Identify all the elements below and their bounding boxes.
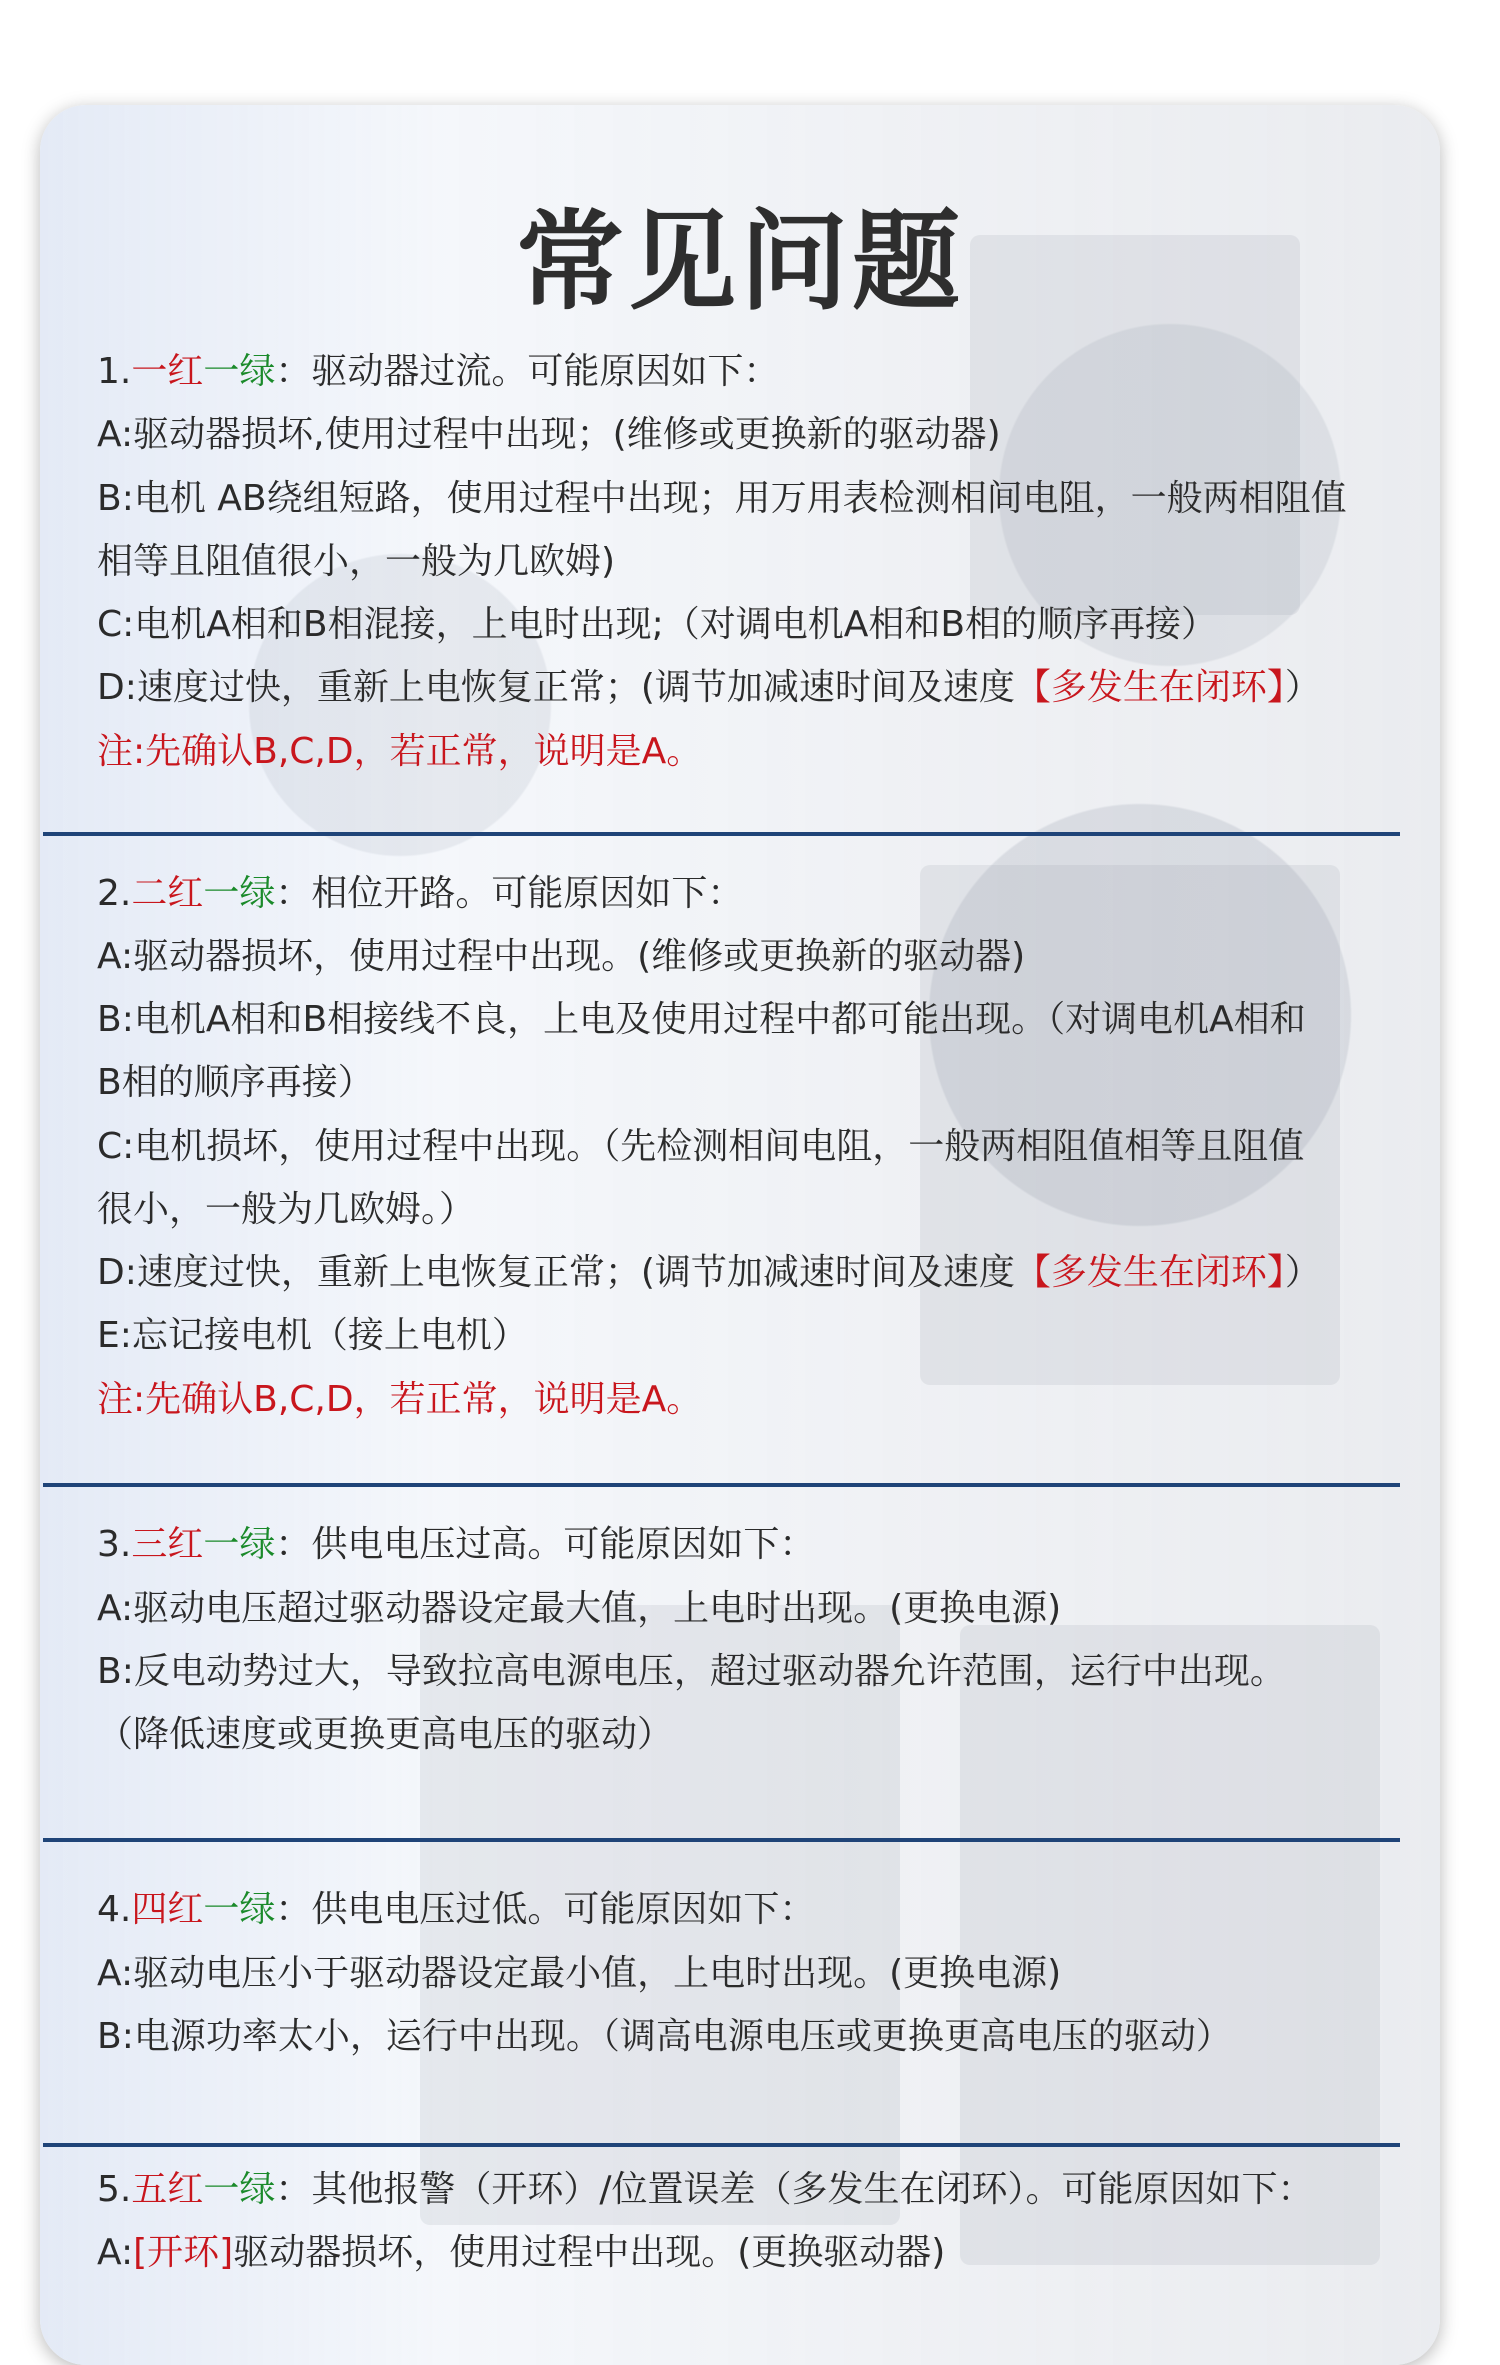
section-1-line-b-cont: 相等且阻值很小，一般为几欧姆)	[97, 541, 616, 582]
section-number: 3.	[97, 1524, 132, 1565]
section-1-line-b: B:电机 AB绕组短路，使用过程中出现；用万用表检测相间电阻，一般两相阻值	[97, 478, 1347, 519]
section-heading-text: ：驱动器过流。可能原因如下：	[275, 351, 780, 392]
section-heading-text: ：其他报警（开环）/位置误差（多发生在闭环）。可能原因如下：	[275, 2169, 1314, 2210]
section-2-line-a: A:驱动器损坏，使用过程中出现。(维修或更换新的驱动器)	[97, 936, 1026, 977]
section-1-line-a: A:驱动器损坏,使用过程中出现；(维修或更换新的驱动器)	[97, 414, 1001, 455]
section-divider	[43, 2143, 1400, 2147]
highlight-text: [开环]	[133, 2232, 234, 2273]
section-number: 2.	[97, 873, 132, 914]
red-light-count: 五红	[131, 2169, 204, 2210]
section-divider	[43, 1838, 1400, 1842]
section-3-line-a: A:驱动电压超过驱动器设定最大值，上电时出现。(更换电源)	[97, 1588, 1062, 1629]
section-2-line-e: E:忘记接电机（接上电机）	[97, 1315, 528, 1356]
section-number: 1.	[97, 351, 132, 392]
section-heading-text: ：供电电压过高。可能原因如下：	[275, 1524, 816, 1565]
section-2-line-c-cont: 很小，一般为几欧姆。）	[97, 1189, 476, 1230]
red-light-count: 二红	[131, 873, 204, 914]
section-5-heading	[97, 2168, 1314, 2212]
section-2-note: 注:先确认B,C,D，若正常，说明是A。	[97, 1379, 703, 1420]
green-light-count: 一绿	[203, 351, 276, 392]
section-3-heading	[97, 1523, 815, 1567]
section-5-line-a	[97, 2231, 945, 2275]
red-light-count: 四红	[131, 1889, 204, 1930]
section-1-line-d	[97, 666, 1321, 710]
line-text: A:	[97, 2232, 134, 2273]
section-2-line-d	[97, 1251, 1321, 1295]
section-1-line-c: C:电机A相和B相混接，上电时出现;（对调电机A相和B相的顺序再接）	[97, 604, 1218, 645]
section-4-line-a: A:驱动电压小于驱动器设定最小值，上电时出现。(更换电源)	[97, 1953, 1062, 1994]
section-number: 4.	[97, 1889, 132, 1930]
section-4-line-b: B:电源功率太小，运行中出现。（调高电源电压或更换更高电压的驱动）	[97, 2016, 1232, 2057]
section-heading-text: ：供电电压过低。可能原因如下：	[275, 1889, 816, 1930]
section-number: 5.	[97, 2169, 132, 2210]
faq-card	[40, 105, 1440, 2365]
section-2-line-b: B:电机A相和B相接线不良，上电及使用过程中都可能出现。（对调电机A相和	[97, 999, 1306, 1040]
section-2-line-c: C:电机损坏，使用过程中出现。（先检测相间电阻，一般两相阻值相等且阻值	[97, 1126, 1305, 1167]
section-divider	[43, 832, 1400, 836]
section-2-heading	[97, 872, 743, 916]
section-3-line-b-cont: （降低速度或更换更高电压的驱动）	[97, 1714, 674, 1755]
section-3-line-b: B:反电动势过大，导致拉高电源电压，超过驱动器允许范围，运行中出现。	[97, 1651, 1286, 1692]
highlight-text: 【多发生在闭环】	[1014, 667, 1285, 708]
red-light-count: 一红	[131, 351, 204, 392]
highlight-text: 【多发生在闭环】	[1014, 1252, 1285, 1293]
section-heading-text: ：相位开路。可能原因如下：	[275, 873, 744, 914]
section-divider	[43, 1483, 1400, 1487]
line-text: 驱动器损坏，使用过程中出现。(更换驱动器)	[233, 2232, 946, 2273]
line-text: ）	[1284, 1252, 1321, 1293]
line-text: ）	[1284, 667, 1321, 708]
line-text: D:速度过快，重新上电恢复正常；(调节加减速时间及速度	[97, 667, 1015, 708]
page-title: 常见问题	[515, 200, 964, 325]
line-text: D:速度过快，重新上电恢复正常；(调节加减速时间及速度	[97, 1252, 1015, 1293]
red-light-count: 三红	[131, 1524, 204, 1565]
green-light-count: 一绿	[203, 1889, 276, 1930]
green-light-count: 一绿	[203, 1524, 276, 1565]
green-light-count: 一绿	[203, 2169, 276, 2210]
section-4-heading	[97, 1888, 815, 1932]
green-light-count: 一绿	[203, 873, 276, 914]
section-1-heading	[97, 350, 779, 394]
section-2-line-b-cont: B相的顺序再接）	[97, 1062, 374, 1103]
section-1-note: 注:先确认B,C,D，若正常，说明是A。	[97, 731, 703, 772]
